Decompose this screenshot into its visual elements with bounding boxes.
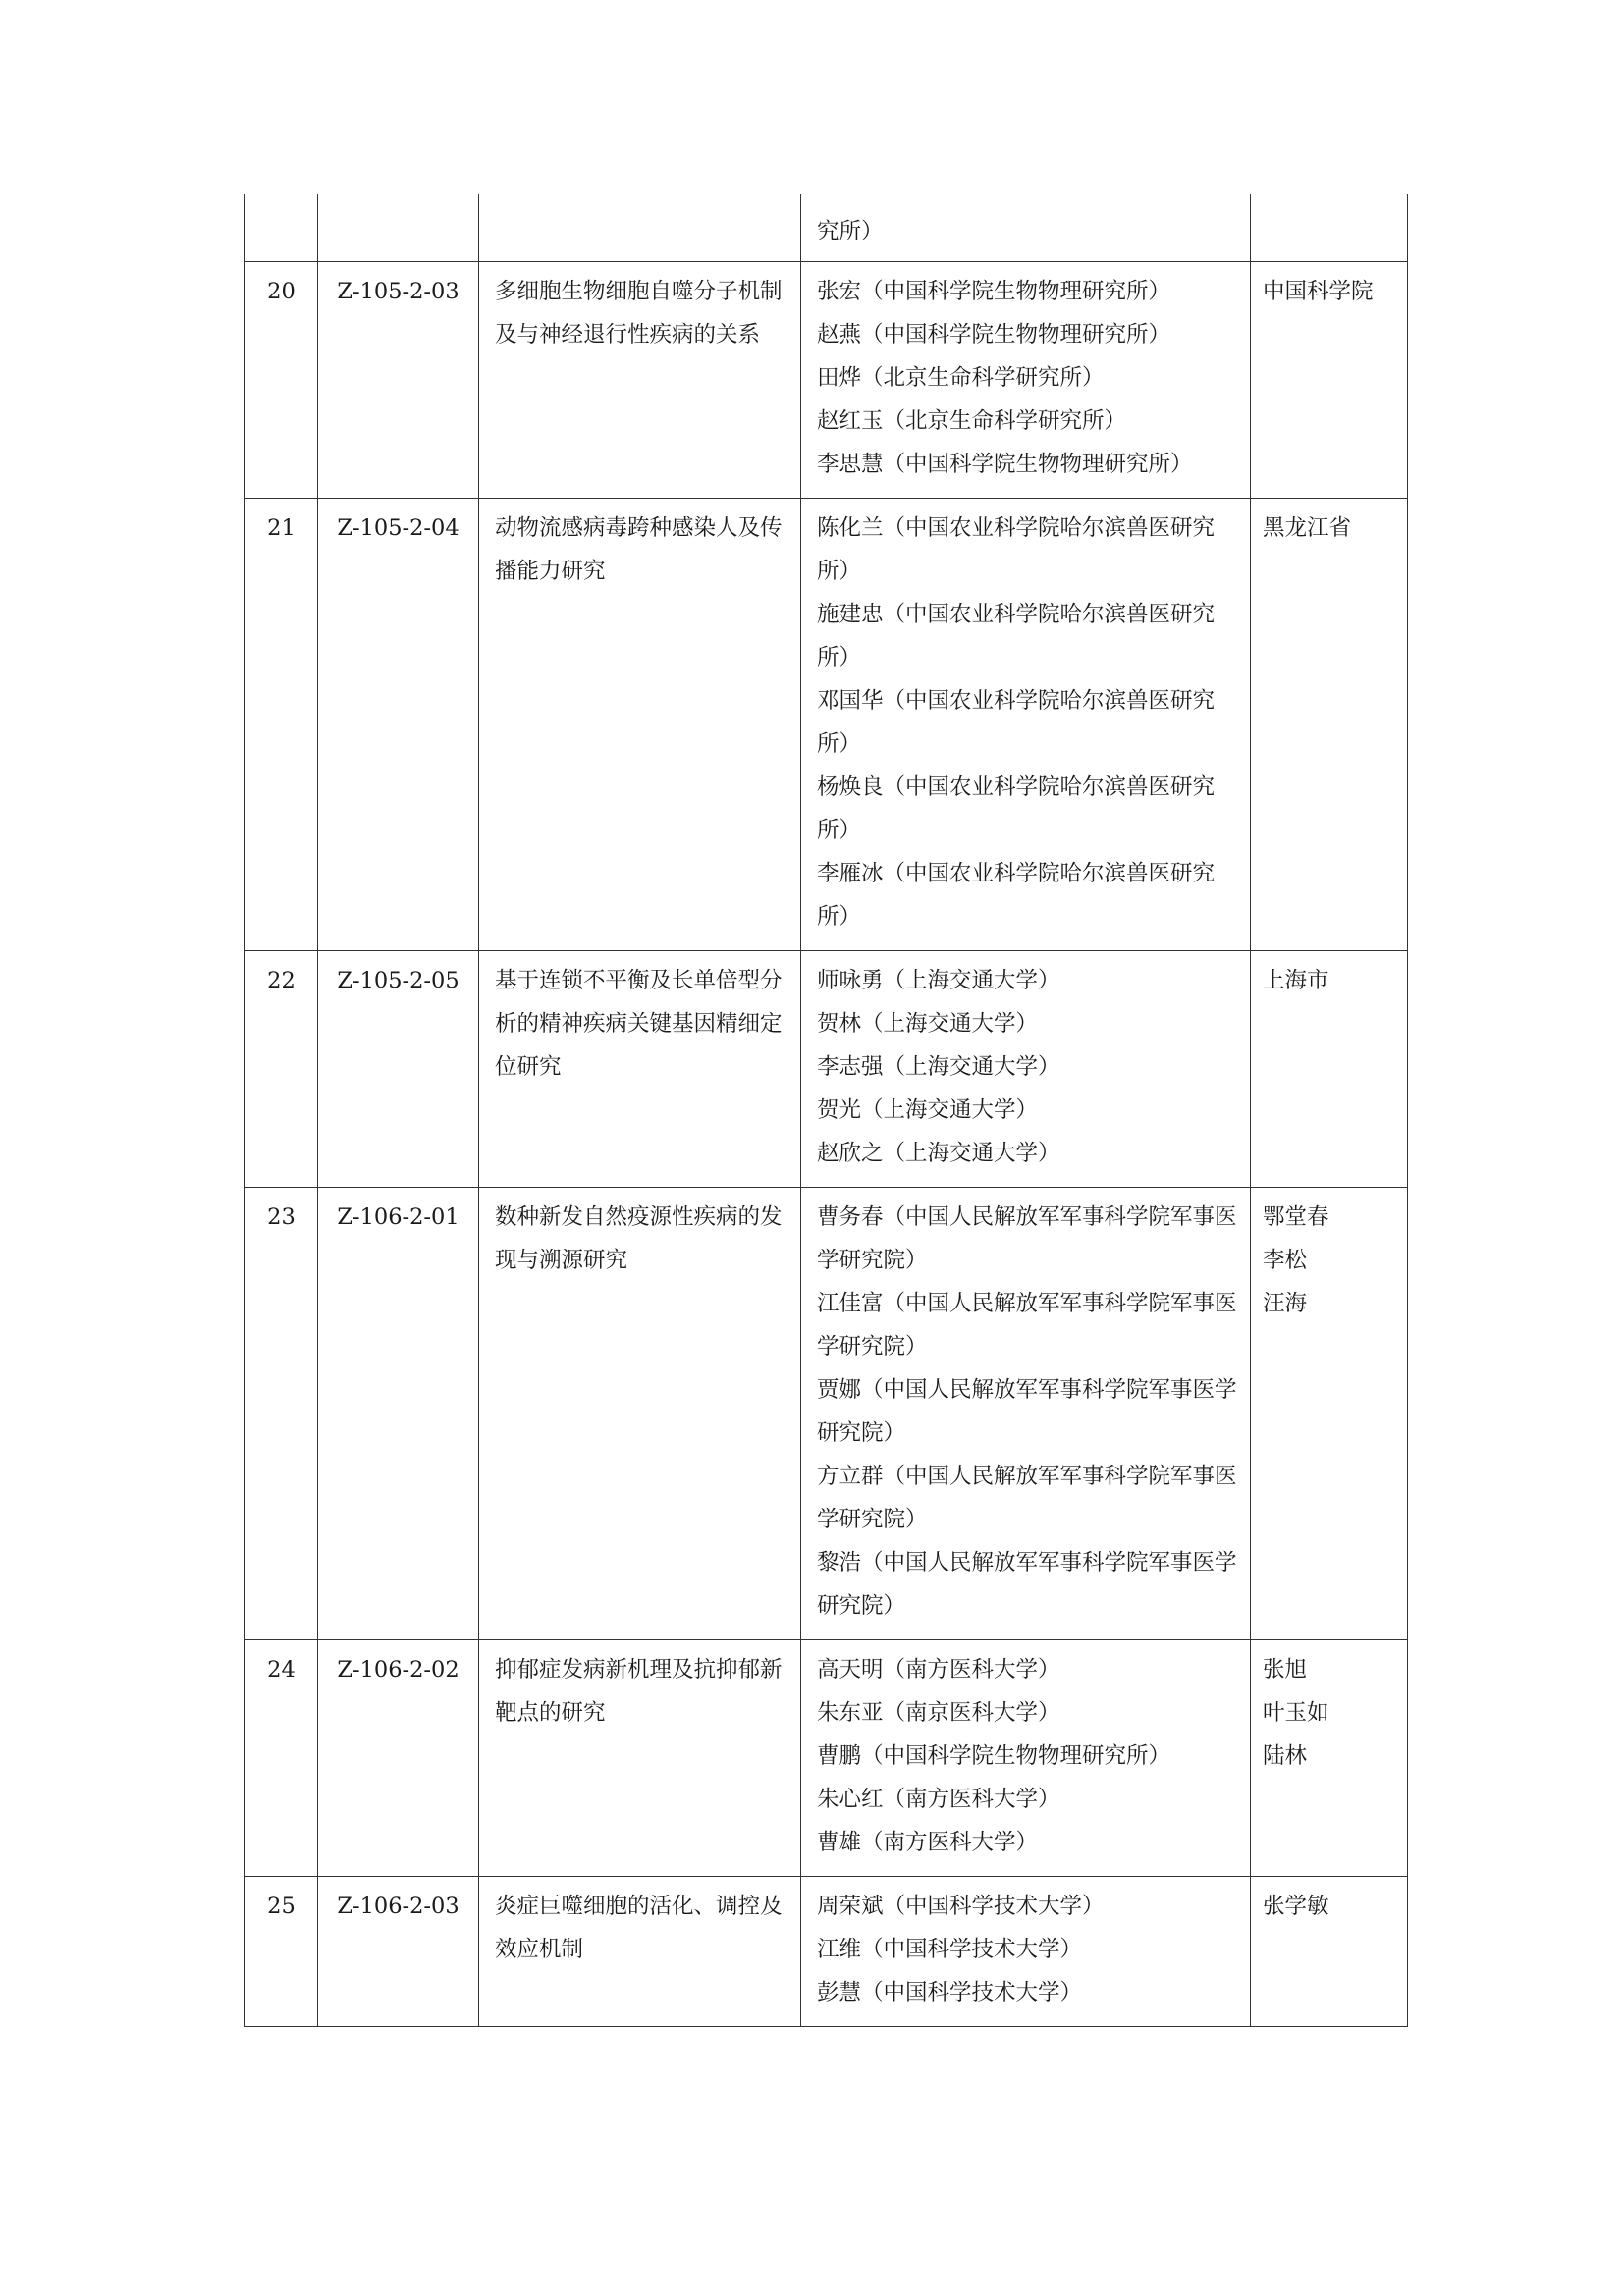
cell-people: [801, 499, 1251, 951]
cell-code: [318, 951, 479, 1188]
project-title: 数种新发自然疫源性疾病的发现与溯源研究: [495, 1204, 783, 1273]
cell-people: [801, 1188, 1251, 1640]
recommender-entry: 上海市: [1263, 968, 1329, 993]
cell-people: [801, 1640, 1251, 1877]
cell-title: [479, 1877, 801, 2027]
person-entry: 曹鹏（中国科学院生物物理研究所）: [817, 1743, 1171, 1769]
person-entry: 彭慧（中国科学技术大学）: [817, 1980, 1083, 2005]
person-entry: 张宏（中国科学院生物物理研究所）: [817, 279, 1171, 304]
cell-code: [318, 1188, 479, 1640]
cell-title: [479, 194, 801, 262]
cell-title: [479, 262, 801, 499]
person-entry: 曹雄（南方医科大学）: [817, 1830, 1039, 1855]
cell-no: [245, 1640, 318, 1877]
cell-people: [801, 1877, 1251, 2027]
cell-no: [245, 499, 318, 951]
cell-code: [318, 262, 479, 499]
project-code: Z-106-2-02: [337, 1657, 460, 1682]
recommender-entry: 叶玉如: [1263, 1700, 1329, 1726]
table-row: [245, 1877, 1408, 2027]
row-number: 24: [267, 1657, 296, 1682]
person-entry: 施建忠（中国农业科学院哈尔滨兽医研究所）: [817, 602, 1216, 670]
cell-no: [245, 951, 318, 1188]
cell-title: [479, 951, 801, 1188]
table-row: [245, 1188, 1408, 1640]
cell-recommender: [1251, 1640, 1408, 1877]
project-title: 炎症巨噬细胞的活化、调控及效应机制: [495, 1894, 783, 1962]
person-entry: 李思慧（中国科学院生物物理研究所）: [817, 452, 1193, 477]
person-entry: 陈化兰（中国农业科学院哈尔滨兽医研究所）: [817, 515, 1216, 584]
person-entry: 贺光（上海交通大学）: [817, 1097, 1039, 1123]
people-line: 究所）: [817, 219, 884, 244]
person-entry: 贾娜（中国人民解放军军事科学院军事医学研究院）: [817, 1377, 1237, 1446]
recommender-entry: 陆林: [1263, 1743, 1308, 1769]
project-code: Z-105-2-04: [337, 515, 460, 541]
cell-code: [318, 194, 479, 262]
row-number: 22: [267, 968, 296, 993]
project-title: 多细胞生物细胞自噬分子机制及与神经退行性疾病的关系: [495, 279, 783, 347]
person-entry: 李雁冰（中国农业科学院哈尔滨兽医研究所）: [817, 861, 1216, 930]
person-entry: 朱东亚（南京医科大学）: [817, 1700, 1060, 1726]
row-number: 25: [267, 1894, 296, 1919]
cell-recommender: [1251, 499, 1408, 951]
table-row: [245, 499, 1408, 951]
cell-recommender: [1251, 262, 1408, 499]
person-entry: 曹务春（中国人民解放军军事科学院军事医学研究院）: [817, 1204, 1237, 1273]
recommender-entry: 张旭: [1263, 1657, 1308, 1682]
cell-people: [801, 194, 1251, 262]
cell-no: [245, 194, 318, 262]
cell-people: [801, 262, 1251, 499]
recommender-entry: 黑龙江省: [1263, 515, 1352, 541]
recommender-entry: 鄂堂春: [1263, 1204, 1329, 1230]
cell-people: [801, 951, 1251, 1188]
project-code: Z-105-2-05: [337, 968, 460, 993]
recommender-entry: 汪海: [1263, 1291, 1308, 1316]
table-row: [245, 262, 1408, 499]
table-body: [245, 194, 1408, 2027]
table-row: [245, 951, 1408, 1188]
project-code: Z-105-2-03: [337, 279, 460, 304]
cell-recommender: [1251, 1188, 1408, 1640]
person-entry: 赵燕（中国科学院生物物理研究所）: [817, 322, 1171, 347]
row-number: 21: [267, 515, 296, 541]
person-entry: 江维（中国科学技术大学）: [817, 1937, 1083, 1962]
person-entry: 周荣斌（中国科学技术大学）: [817, 1894, 1105, 1919]
cell-title: [479, 499, 801, 951]
project-title: 抑郁症发病新机理及抗抑郁新靶点的研究: [495, 1657, 783, 1726]
row-number: 20: [267, 279, 296, 304]
person-entry: 赵红玉（北京生命科学研究所）: [817, 408, 1127, 434]
cell-recommender: [1251, 194, 1408, 262]
cell-code: [318, 1877, 479, 2027]
project-title: 动物流感病毒跨种感染人及传播能力研究: [495, 515, 783, 584]
person-entry: 李志强（上海交通大学）: [817, 1054, 1060, 1080]
cell-title: [479, 1188, 801, 1640]
row-number: 23: [267, 1204, 296, 1230]
person-entry: 师咏勇（上海交通大学）: [817, 968, 1060, 993]
cell-no: [245, 1877, 318, 2027]
awards-table: [244, 194, 1408, 2027]
project-code: Z-106-2-01: [337, 1204, 460, 1230]
person-entry: 杨焕良（中国农业科学院哈尔滨兽医研究所）: [817, 774, 1216, 843]
person-entry: 方立群（中国人民解放军军事科学院军事医学研究院）: [817, 1464, 1237, 1532]
table-row-continuation: [245, 194, 1408, 262]
person-entry: 朱心红（南方医科大学）: [817, 1787, 1060, 1812]
cell-title: [479, 1640, 801, 1877]
person-entry: 贺林（上海交通大学）: [817, 1011, 1039, 1037]
cell-code: [318, 499, 479, 951]
person-entry: 田烨（北京生命科学研究所）: [817, 365, 1105, 391]
person-entry: 黎浩（中国人民解放军军事科学院军事医学研究院）: [817, 1550, 1237, 1619]
recommender-entry: 中国科学院: [1263, 279, 1374, 304]
recommender-entry: 李松: [1263, 1248, 1308, 1273]
person-entry: 高天明（南方医科大学）: [817, 1657, 1060, 1682]
person-entry: 江佳富（中国人民解放军军事科学院军事医学研究院）: [817, 1291, 1237, 1360]
cell-recommender: [1251, 951, 1408, 1188]
cell-recommender: [1251, 1877, 1408, 2027]
person-entry: 赵欣之（上海交通大学）: [817, 1141, 1060, 1166]
cell-no: [245, 1188, 318, 1640]
person-entry: 邓国华（中国农业科学院哈尔滨兽医研究所）: [817, 688, 1216, 757]
recommender-entry: 张学敏: [1263, 1894, 1329, 1919]
project-title: 基于连锁不平衡及长单倍型分析的精神疾病关键基因精细定位研究: [495, 968, 783, 1080]
cell-no: [245, 262, 318, 499]
cell-code: [318, 1640, 479, 1877]
project-code: Z-106-2-03: [337, 1894, 460, 1919]
table-row: [245, 1640, 1408, 1877]
